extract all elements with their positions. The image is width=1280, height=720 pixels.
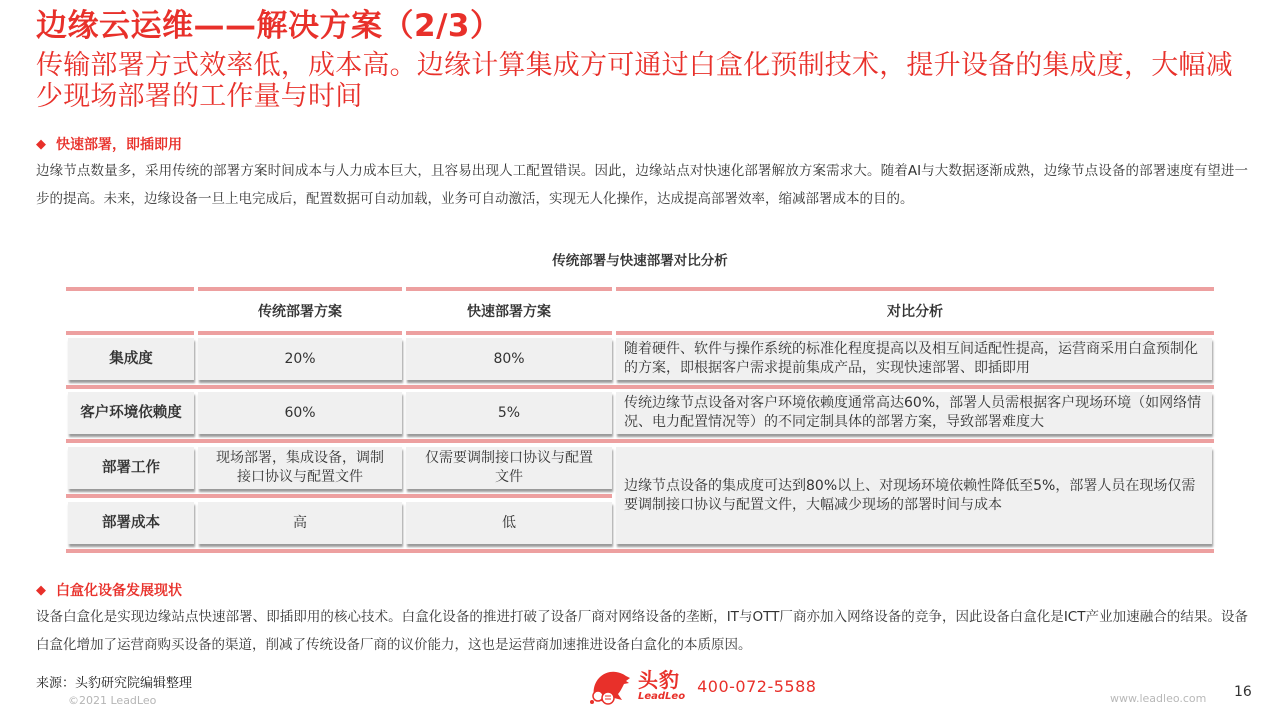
cell-analysis-merged: 边缘节点设备的集成度可达到80%以上、对现场环境依赖性降低至5%，部署人员在现场仅需要调制接口协议与配置文件，大幅减少现场的部署时间与成本 xyxy=(616,447,1212,544)
logo-text-cn: 头豹 xyxy=(638,668,680,692)
logo-text-en: LeadLeo xyxy=(638,691,686,702)
row-label-deploy-work: 部署工作 xyxy=(68,447,194,489)
table-rule xyxy=(66,331,194,335)
table-rule xyxy=(66,385,1214,389)
brand-logo xyxy=(588,666,816,706)
row-label-integration: 集成度 xyxy=(68,338,194,380)
copyright: ©2021 LeadLeo xyxy=(68,694,157,707)
table-title: 传统部署与快速部署对比分析 xyxy=(552,253,728,269)
website-link[interactable]: www.leadleo.com xyxy=(1110,692,1207,705)
cell-analysis-integration: 随着硬件、软件与操作系统的标准化程度提高以及相互间适配性提高，运营商采用白盒预制化的方案，即根据客户需求提前集成产品，实现快速部署、即插即用 xyxy=(616,338,1212,380)
table-rule xyxy=(66,549,1214,553)
contact-phone: 400-072-5588 xyxy=(697,676,817,696)
cell-traditional-deploy-work: 现场部署，集成设备，调制接口协议与配置文件 xyxy=(198,447,402,489)
column-header-analysis: 对比分析 xyxy=(887,304,943,320)
section-heading-text: 快速部署，即插即用 xyxy=(56,137,182,153)
cell-analysis-env-dependency: 传统边缘节点设备对客户环境依赖度通常高达60%，部署人员需根据客户现场环境（如网络情况、电力配置情况等）的不同定制具体的部署方案，导致部署难度大 xyxy=(616,392,1212,434)
cell-traditional-env-dependency: 60% xyxy=(198,392,402,434)
cell-traditional-integration: 20% xyxy=(198,338,402,380)
cell-fast-integration: 80% xyxy=(406,338,612,380)
section-heading-whitebox xyxy=(36,580,182,600)
page-title: 边缘云运维——解决方案（2/3） xyxy=(36,8,502,44)
diamond-bullet-icon: ◆ xyxy=(36,136,46,152)
source-note: 来源：头豹研究院编辑整理 xyxy=(36,676,193,691)
table-rule xyxy=(198,287,402,291)
section-paragraph-whitebox: 设备白盒化是实现边缘站点快速部署、即插即用的核心技术。白盒化设备的推进打破了设备厂商对网络设备的垄断，IT与OTT厂商亦加入网络设备的竞争，因此设备白盒化是ICT产业加速融合的结果。设备白盒化增加了运营商购买设备的渠道，削减了传统设备厂商的议价能力，这也是运营商加速推进设备白盒化的本质原因。 xyxy=(36,609,1248,653)
table-rule xyxy=(198,331,402,335)
table-rule xyxy=(406,287,612,291)
table-rule xyxy=(616,287,1214,291)
table-rule xyxy=(66,494,612,498)
cell-fast-env-dependency: 5% xyxy=(406,392,612,434)
page-subtitle: 传输部署方式效率低，成本高。边缘计算集成方可通过白盒化预制技术，提升设备的集成度，大幅减少现场部署的工作量与时间 xyxy=(36,50,1233,112)
diamond-bullet-icon: ◆ xyxy=(36,582,46,598)
cell-fast-deploy-cost: 低 xyxy=(406,502,612,544)
page-number: 16 xyxy=(1234,684,1252,700)
column-header-fast: 快速部署方案 xyxy=(467,304,551,320)
row-label-env-dependency: 客户环境依赖度 xyxy=(68,392,194,434)
table-rule xyxy=(616,331,1214,335)
table-rule xyxy=(66,287,194,291)
section-heading-fast-deploy xyxy=(36,134,182,154)
table-rule xyxy=(66,439,1214,443)
table-rule xyxy=(406,331,612,335)
section-heading-text: 白盒化设备发展现状 xyxy=(56,583,182,599)
section-paragraph-fast-deploy: 边缘节点数量多，采用传统的部署方案时间成本与人力成本巨大，且容易出现人工配置错误。因此，边缘站点对快速化部署解放方案需求大。随着AI与大数据逐渐成熟，边缘节点设备的部署速度有望进一步的提高。未来，边缘设备一旦上电完成后，配置数据可自动加载，业务可自动激活，实现无人化操作，达成提高部署效率，缩减部署成本的目的。 xyxy=(36,163,1248,207)
cell-fast-deploy-work: 仅需要调制接口协议与配置文件 xyxy=(406,447,612,489)
column-header-traditional: 传统部署方案 xyxy=(258,304,342,320)
leopard-head-icon xyxy=(588,666,632,706)
row-label-deploy-cost: 部署成本 xyxy=(68,502,194,544)
cell-traditional-deploy-cost: 高 xyxy=(198,502,402,544)
